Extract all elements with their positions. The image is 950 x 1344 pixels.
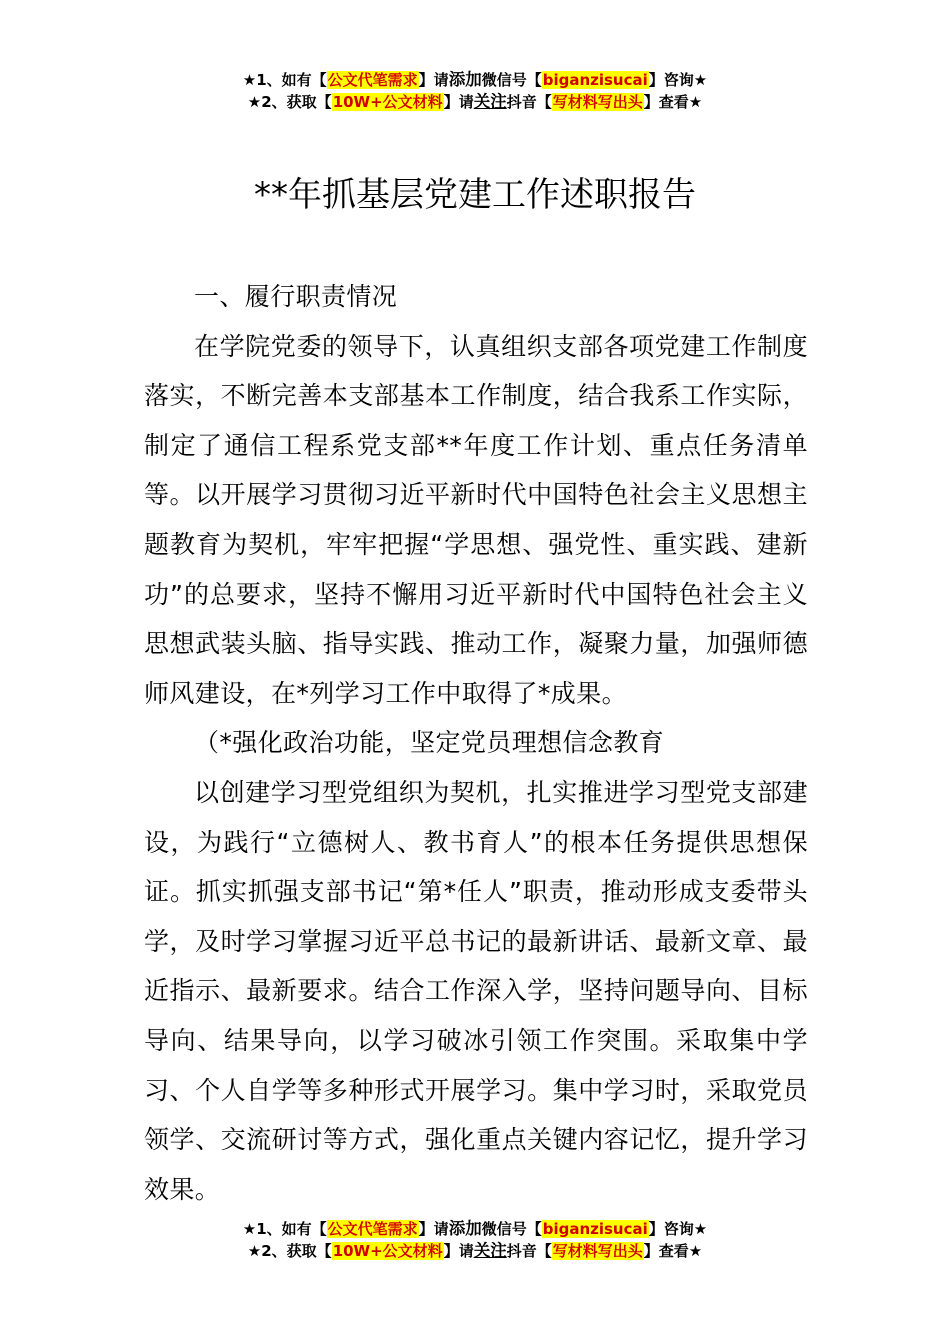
promo-text: ★2、获取【	[247, 93, 332, 111]
promo-text: 】查看★	[643, 1242, 703, 1260]
promo-text: 】查看★	[643, 93, 703, 111]
promo-text: 】咨询★	[648, 1220, 708, 1238]
promo-line-2	[0, 1240, 950, 1262]
promo-highlight: 10W+公文材料	[332, 93, 443, 111]
promo-text: ★1、如有【	[242, 71, 327, 89]
section-heading: 一、履行职责情况	[194, 282, 398, 311]
promo-text: 抖音【	[506, 1242, 552, 1260]
promo-line-1	[0, 69, 950, 91]
promo-text: 】请	[443, 93, 474, 111]
promo-emphasis: 关注	[473, 1241, 507, 1260]
promo-text: ★2、获取【	[247, 1242, 332, 1260]
promo-line-1	[0, 1218, 950, 1240]
promo-text: 】请	[443, 1242, 474, 1260]
promo-text: 】请	[418, 71, 449, 89]
promo-emphasis: 添加	[448, 70, 482, 89]
paragraph: 以创建学习型党组织为契机，扎实推进学习型党支部建设，为践行“立德树人、教书育人”的根本任务提供思想保证。抓实抓强支部书记“第*任人”职责，推动形成支委带头学，及时学习掌握习近平总书记的最新讲话、最新文章、最近指示、最新要求。结合工作深入学，坚持问题导向、目标导向、结果导向，以学习破冰引领工作突围。采取集中学习、个人自学等多种形式开展学习。集中学习时，采取党员领学、交流研讨等方式，强化重点关键内容记忆，提升学习效果。	[144, 777, 808, 1204]
promo-highlight: 10W+公文材料	[332, 1242, 443, 1260]
document-title: **年抓基层党建工作述职报告	[254, 175, 696, 215]
promo-text: ★1、如有【	[242, 1220, 327, 1238]
promo-line-2	[0, 91, 950, 113]
bottom-promo-banner	[0, 1218, 950, 1262]
promo-text: 抖音【	[506, 93, 552, 111]
promo-text: 】咨询★	[648, 71, 708, 89]
sub-heading: （*强化政治功能，坚定党员理想信念教育	[194, 728, 665, 758]
promo-highlight: 公文代笔需求	[327, 1220, 418, 1238]
promo-douyin-id: 写材料写出头	[552, 1242, 643, 1260]
promo-text: 】请	[418, 1220, 449, 1238]
promo-wechat-id: biganzisucai	[542, 1220, 648, 1238]
promo-emphasis: 添加	[448, 1219, 482, 1238]
promo-text: 微信号【	[481, 1220, 542, 1238]
promo-wechat-id: biganzisucai	[542, 71, 648, 89]
promo-highlight: 公文代笔需求	[327, 71, 418, 89]
promo-emphasis: 关注	[473, 92, 507, 111]
promo-douyin-id: 写材料写出头	[552, 93, 643, 111]
top-promo-banner	[0, 69, 950, 113]
paragraph: 在学院党委的领导下，认真组织支部各项党建工作制度落实，不断完善本支部基本工作制度，结合我系工作实际，制定了通信工程系党支部**年度工作计划、重点任务清单等。以开展学习贯彻习近平新时代中国特色社会主义思想主题教育为契机，牢牢把握“学思想、强党性、重实践、建新功”的总要求，坚持不懈用习近平新时代中国特色社会主义思想武装头脑、指导实践、推动工作，凝聚力量，加强师德师风建设，在*列学习工作中取得了*成果。	[144, 331, 808, 708]
promo-text: 微信号【	[481, 71, 542, 89]
document-body	[144, 272, 808, 1214]
